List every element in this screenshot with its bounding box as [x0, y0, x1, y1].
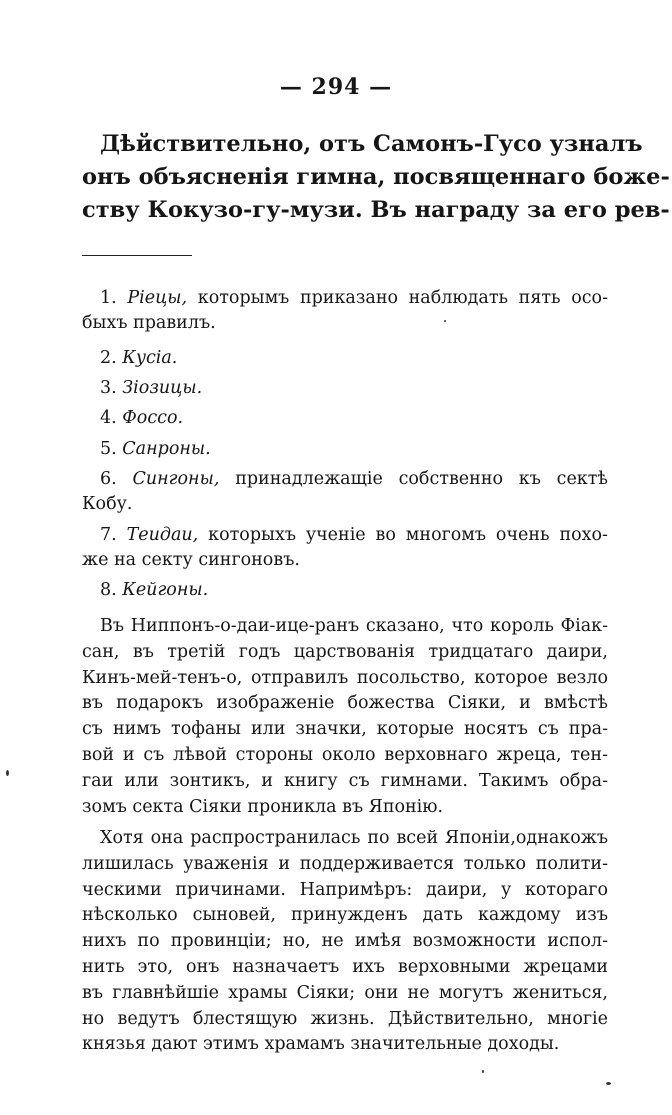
scan-speck [606, 1082, 611, 1085]
main-paragraph-line: Дѣйствительно, отъ Самонъ-Гусо узналъ [100, 131, 643, 157]
footnote-text: Кобу. [82, 494, 133, 514]
paragraph-line: нихъ по провинціи; но, не имѣя возможности испол- [82, 931, 608, 952]
footnote-separator [82, 255, 192, 256]
footnote-text: которымъ приказано наблюдать пять осо- [197, 288, 608, 308]
scan-speck [444, 320, 446, 322]
scan-speck [6, 770, 9, 776]
paragraph-line: сан, въ третій годъ царствованія тридцатаго даири, [82, 641, 608, 662]
footnote-number: 5. [100, 439, 117, 459]
paragraph-line: лишилась уваженія и поддерживается только полити- [82, 853, 608, 874]
footnote-number: 3. [100, 378, 117, 398]
footnote-term: Ріецы, [127, 288, 188, 308]
footnote-term: Сингоны, [132, 469, 220, 489]
paragraph-line: нить это, онъ назначаетъ ихъ верховными жрецами [82, 956, 608, 977]
footnote-text: быхъ правилъ. [82, 313, 216, 333]
paragraph-line: князья дают этимъ храмамъ значительные доходы. [82, 1034, 560, 1055]
footnote-8 [82, 578, 608, 603]
main-paragraph-line: онъ объясненія гимна, посвященнаго боже- [82, 164, 670, 190]
footnote-text: которыхъ ученіе во многомъ очень похо- [208, 525, 608, 545]
page-number: — 294 — [279, 74, 393, 100]
footnote-7 [82, 523, 608, 573]
paragraph-line: зомъ секта Сіяки проникла въ Японію. [82, 796, 444, 817]
scan-speck [482, 1070, 484, 1073]
footnote-term: Теидаи, [126, 525, 199, 545]
paragraph-line: вой и съ лѣвой стороны около верховнаго жреца, тен- [82, 744, 608, 765]
footnote-1 [82, 286, 608, 336]
footnote-text: же на секту сингоновъ. [82, 550, 300, 570]
footnote-4 [82, 406, 608, 431]
footnote-number: 4. [100, 408, 117, 428]
main-paragraph [82, 128, 670, 227]
footnote-term: Кейгоны. [122, 580, 209, 600]
paragraph-2 [82, 826, 608, 1058]
footnote-number: 2. [100, 348, 117, 368]
paragraph-line: въ подарокъ изображеніе божества Сіяки, и вмѣстѣ [82, 693, 608, 714]
footnote-term: Фоссо. [122, 408, 184, 428]
footnote-5 [82, 437, 608, 462]
footnote-2 [82, 346, 608, 371]
footnote-term: Зіозицы. [122, 378, 203, 398]
main-paragraph-line: ству Кокузо-гу-музи. Въ награду за его рев- [82, 197, 670, 223]
footnote-number: 7. [100, 525, 117, 545]
footnote-term: Санроны. [122, 439, 211, 459]
paragraph-line: нѣсколько сыновей, принужденъ дать каждому изъ [82, 905, 608, 926]
paragraph-line: съ нимъ тофаны или значки, которые носятъ съ пра- [82, 719, 608, 740]
paragraph-line: Кинъ-мей-тенъ-о, отправилъ посольство, которое везло [82, 667, 608, 688]
footnote-term: Кусіа. [122, 348, 178, 368]
footnote-text: принадлежащіе собственно къ сектѣ [235, 469, 608, 489]
paragraph-line: ческими причинами. Напримѣръ: даири, у котораго [82, 879, 608, 900]
paragraph-line: въ главнѣйшіе храмы Сіяки; они не могутъ жениться, [82, 982, 608, 1003]
footnote-6 [82, 467, 608, 517]
paragraph-line: гаи или зонтикъ, и книгу съ гимнами. Такимъ обра- [82, 770, 608, 791]
paragraph-line: но ведутъ блестящую жизнь. Дѣйствительно, многіе [82, 1008, 608, 1029]
footnote-number: 6. [100, 469, 117, 489]
paragraph-line: Хотя она распространилась по всей Японіи,однакожъ [100, 828, 608, 848]
footnote-3 [82, 376, 608, 401]
footnote-number: 8. [100, 580, 117, 600]
paragraph-1 [82, 614, 608, 820]
paragraph-line: Въ Ниппонъ-о-даи-ице-ранъ сказано, что король Фіак- [100, 616, 608, 636]
footnote-number: 1. [100, 288, 117, 308]
